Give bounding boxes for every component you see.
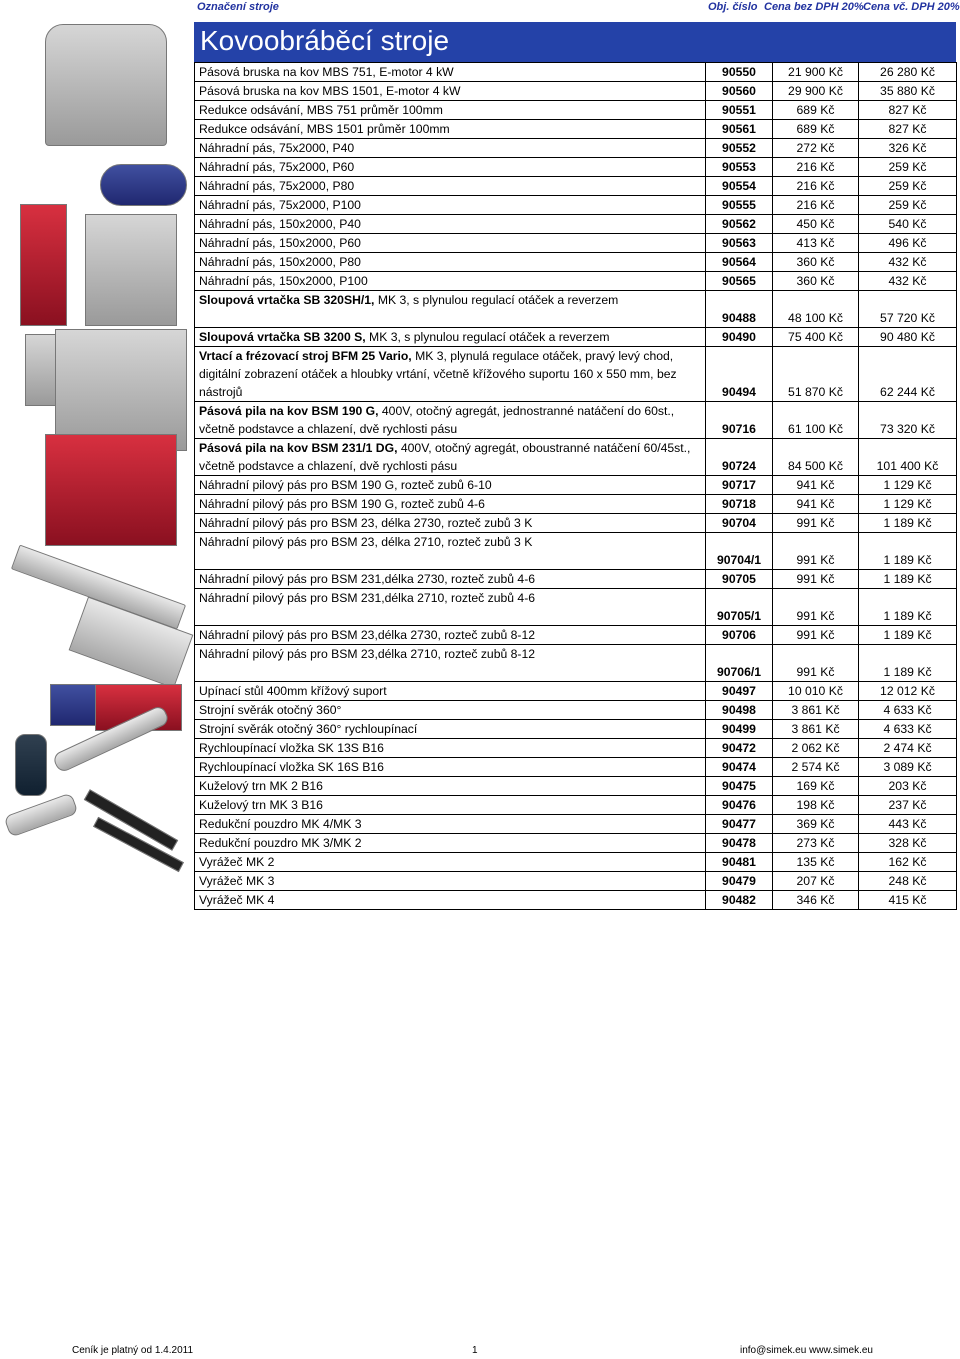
item-text: Rychloupínací vložka SK 13S B16 <box>199 741 384 755</box>
item-code: 90717 <box>706 476 773 495</box>
column-header-bar <box>0 0 960 14</box>
table-row <box>195 853 957 872</box>
item-text: Vyrážeč MK 3 <box>199 874 275 888</box>
item-text: 400V, otočný agregát, oboustranné natáčení 60/45st., včetně podstavce a chlazení, dvě rychlosti pásu <box>199 441 691 473</box>
table-row <box>195 215 957 234</box>
item-code: 90724 <box>706 439 773 476</box>
table-row <box>195 701 957 720</box>
item-description <box>195 589 706 626</box>
column-drill-2-image <box>85 214 177 326</box>
band-saw-image <box>55 329 187 451</box>
item-price-net: 61 100 Kč <box>773 402 859 439</box>
item-price-net: 272 Kč <box>773 139 859 158</box>
item-price-net: 991 Kč <box>773 533 859 570</box>
item-code: 90497 <box>706 682 773 701</box>
table-row <box>195 777 957 796</box>
item-code: 90551 <box>706 101 773 120</box>
item-description <box>195 215 706 234</box>
item-name: Sloupová vrtačka SB 3200 S, <box>199 330 366 344</box>
table-row <box>195 402 957 439</box>
item-price-gross: 432 Kč <box>859 272 957 291</box>
item-description <box>195 626 706 645</box>
item-description <box>195 101 706 120</box>
footer-page-number: 1 <box>472 1345 478 1356</box>
item-text: Náhradní pás, 75x2000, P40 <box>199 141 355 155</box>
item-price-net: 2 574 Kč <box>773 758 859 777</box>
table-row <box>195 476 957 495</box>
item-price-gross: 12 012 Kč <box>859 682 957 701</box>
item-description <box>195 853 706 872</box>
item-price-net: 413 Kč <box>773 234 859 253</box>
item-price-net: 3 861 Kč <box>773 701 859 720</box>
item-code: 90561 <box>706 120 773 139</box>
table-row <box>195 796 957 815</box>
item-text: Náhradní pás, 75x2000, P60 <box>199 160 355 174</box>
item-description <box>195 570 706 589</box>
item-price-gross: 62 244 Kč <box>859 347 957 402</box>
item-code: 90560 <box>706 82 773 101</box>
item-description <box>195 872 706 891</box>
item-description <box>195 402 706 439</box>
item-price-gross: 827 Kč <box>859 120 957 139</box>
item-description <box>195 177 706 196</box>
table-row <box>195 272 957 291</box>
item-description <box>195 777 706 796</box>
item-price-net: 689 Kč <box>773 101 859 120</box>
item-code: 90488 <box>706 291 773 328</box>
item-price-gross: 259 Kč <box>859 158 957 177</box>
item-price-gross: 90 480 Kč <box>859 328 957 347</box>
item-text: Náhradní pás, 150x2000, P80 <box>199 255 361 269</box>
item-price-net: 84 500 Kč <box>773 439 859 476</box>
item-price-gross: 1 189 Kč <box>859 626 957 645</box>
item-price-gross: 415 Kč <box>859 891 957 910</box>
header-label: Označení stroje <box>197 1 279 13</box>
item-price-gross: 1 189 Kč <box>859 514 957 533</box>
item-code: 90499 <box>706 720 773 739</box>
item-code: 90704/1 <box>706 533 773 570</box>
item-price-gross: 162 Kč <box>859 853 957 872</box>
item-text: Vyrážeč MK 4 <box>199 893 275 907</box>
item-description <box>195 891 706 910</box>
item-price-gross: 26 280 Kč <box>859 63 957 82</box>
band-saw-2-image <box>45 434 177 546</box>
table-row <box>195 439 957 476</box>
item-description <box>195 234 706 253</box>
item-price-net: 346 Kč <box>773 891 859 910</box>
item-price-net: 198 Kč <box>773 796 859 815</box>
table-row <box>195 645 957 682</box>
item-text: Náhradní pilový pás pro BSM 190 G, rozteč zubů 4-6 <box>199 497 485 511</box>
item-price-gross: 259 Kč <box>859 177 957 196</box>
item-description <box>195 720 706 739</box>
item-code: 90479 <box>706 872 773 891</box>
item-price-gross: 1 189 Kč <box>859 570 957 589</box>
item-price-gross: 248 Kč <box>859 872 957 891</box>
item-text: 400V, otočný agregát, jednostranné natáčení do 60st., včetně podstavce a chlazení, dvě rychlosti pásu <box>199 404 675 436</box>
item-name: Pásová pila na kov BSM 190 G, <box>199 404 379 418</box>
item-price-net: 169 Kč <box>773 777 859 796</box>
item-description <box>195 272 706 291</box>
item-price-gross: 101 400 Kč <box>859 439 957 476</box>
item-text: Náhradní pás, 75x2000, P80 <box>199 179 355 193</box>
item-price-gross: 1 129 Kč <box>859 476 957 495</box>
item-code: 90494 <box>706 347 773 402</box>
item-text: Náhradní pás, 150x2000, P100 <box>199 274 368 288</box>
item-price-net: 2 062 Kč <box>773 739 859 758</box>
table-row <box>195 834 957 853</box>
item-price-gross: 4 633 Kč <box>859 720 957 739</box>
item-description <box>195 533 706 570</box>
item-price-net: 273 Kč <box>773 834 859 853</box>
table-row <box>195 570 957 589</box>
table-row <box>195 533 957 570</box>
header-price-gross: Cena vč. DPH 20% <box>863 1 960 13</box>
item-price-gross: 443 Kč <box>859 815 957 834</box>
item-text: Strojní svěrák otočný 360° <box>199 703 342 717</box>
item-price-gross: 1 129 Kč <box>859 495 957 514</box>
item-text: Náhradní pás, 150x2000, P40 <box>199 217 361 231</box>
item-price-net: 51 870 Kč <box>773 347 859 402</box>
item-price-gross: 237 Kč <box>859 796 957 815</box>
item-code: 90490 <box>706 328 773 347</box>
item-price-net: 941 Kč <box>773 476 859 495</box>
product-images <box>0 14 192 894</box>
item-code: 90564 <box>706 253 773 272</box>
item-price-net: 3 861 Kč <box>773 720 859 739</box>
item-text: Náhradní pilový pás pro BSM 190 G, rozteč zubů 6-10 <box>199 478 492 492</box>
item-description <box>195 439 706 476</box>
item-code: 90563 <box>706 234 773 253</box>
item-text: MK 3, s plynulou regulací otáček a reverzem <box>374 293 619 307</box>
item-code: 90704 <box>706 514 773 533</box>
table-row <box>195 514 957 533</box>
item-price-net: 135 Kč <box>773 853 859 872</box>
item-description <box>195 495 706 514</box>
item-description <box>195 645 706 682</box>
item-code: 90706 <box>706 626 773 645</box>
item-price-gross: 540 Kč <box>859 215 957 234</box>
item-code: 90552 <box>706 139 773 158</box>
item-text: Pásová bruska na kov MBS 1501, E-motor 4 kW <box>199 84 461 98</box>
item-text: Náhradní pilový pás pro BSM 23,délka 2730, rozteč zubů 8-12 <box>199 628 536 642</box>
item-price-net: 991 Kč <box>773 570 859 589</box>
item-description <box>195 739 706 758</box>
item-description <box>195 347 706 402</box>
item-price-gross: 2 474 Kč <box>859 739 957 758</box>
item-price-net: 216 Kč <box>773 177 859 196</box>
item-name: Sloupová vrtačka SB 320SH/1, <box>199 293 375 307</box>
table-row <box>195 82 957 101</box>
item-code: 90554 <box>706 177 773 196</box>
page-title: Kovoobráběcí stroje <box>200 25 450 56</box>
grinding-belt-image <box>100 164 187 206</box>
item-description <box>195 120 706 139</box>
item-price-gross: 35 880 Kč <box>859 82 957 101</box>
item-price-net: 10 010 Kč <box>773 682 859 701</box>
item-text: Upínací stůl 400mm křížový suport <box>199 684 387 698</box>
footer-contact: info@simek.eu www.simek.eu <box>740 1345 873 1356</box>
item-text: Redukce odsávání, MBS 751 průměr 100mm <box>199 103 443 117</box>
item-text: Náhradní pás, 150x2000, P60 <box>199 236 361 250</box>
table-row <box>195 872 957 891</box>
item-price-gross: 3 089 Kč <box>859 758 957 777</box>
item-code: 90705/1 <box>706 589 773 626</box>
item-price-net: 991 Kč <box>773 514 859 533</box>
table-row <box>195 234 957 253</box>
item-text: Strojní svěrák otočný 360° rychloupínací <box>199 722 418 736</box>
item-code: 90477 <box>706 815 773 834</box>
item-price-net: 48 100 Kč <box>773 291 859 328</box>
item-price-gross: 326 Kč <box>859 139 957 158</box>
item-code: 90716 <box>706 402 773 439</box>
item-price-gross: 1 189 Kč <box>859 589 957 626</box>
table-row <box>195 626 957 645</box>
item-price-net: 369 Kč <box>773 815 859 834</box>
header-code: Obj. číslo <box>708 1 758 13</box>
item-code: 90476 <box>706 796 773 815</box>
table-row <box>195 495 957 514</box>
item-price-net: 991 Kč <box>773 626 859 645</box>
item-price-gross: 57 720 Kč <box>859 291 957 328</box>
column-drill-image <box>20 204 67 326</box>
item-description <box>195 253 706 272</box>
table-row <box>195 139 957 158</box>
footer-validity: Ceník je platný od 1.4.2011 <box>72 1345 194 1356</box>
item-price-gross: 1 189 Kč <box>859 645 957 682</box>
item-price-gross: 496 Kč <box>859 234 957 253</box>
item-code: 90478 <box>706 834 773 853</box>
belt-grinder-image <box>45 24 167 146</box>
item-price-net: 75 400 Kč <box>773 328 859 347</box>
item-description <box>195 514 706 533</box>
item-text: Náhradní pás, 75x2000, P100 <box>199 198 361 212</box>
item-code: 90474 <box>706 758 773 777</box>
table-row <box>195 720 957 739</box>
header-price-net: Cena bez DPH 20% <box>764 1 864 13</box>
item-text: Rychloupínací vložka SK 16S B16 <box>199 760 384 774</box>
item-name: Pásová pila na kov BSM 231/1 DG, <box>199 441 398 455</box>
item-price-net: 941 Kč <box>773 495 859 514</box>
item-text: Redukční pouzdro MK 4/MK 3 <box>199 817 362 831</box>
item-text: Redukce odsávání, MBS 1501 průměr 100mm <box>199 122 450 136</box>
item-code: 90481 <box>706 853 773 872</box>
item-price-gross: 4 633 Kč <box>859 701 957 720</box>
item-description <box>195 476 706 495</box>
item-code: 90553 <box>706 158 773 177</box>
item-price-net: 991 Kč <box>773 589 859 626</box>
item-text: Kuželový trn MK 3 B16 <box>199 798 323 812</box>
item-description <box>195 291 706 328</box>
table-row <box>195 101 957 120</box>
item-price-gross: 432 Kč <box>859 253 957 272</box>
item-code: 90555 <box>706 196 773 215</box>
item-description <box>195 63 706 82</box>
item-price-gross: 73 320 Kč <box>859 402 957 439</box>
item-code: 90472 <box>706 739 773 758</box>
table-row <box>195 815 957 834</box>
item-price-gross: 1 189 Kč <box>859 533 957 570</box>
item-text: Náhradní pilový pás pro BSM 231,délka 2710, rozteč zubů 4-6 <box>199 591 536 605</box>
table-row <box>195 196 957 215</box>
table-row <box>195 291 957 328</box>
item-price-net: 216 Kč <box>773 158 859 177</box>
item-text: Náhradní pilový pás pro BSM 23, délka 2730, rozteč zubů 3 K <box>199 516 533 530</box>
item-name: Vrtací a frézovací stroj BFM 25 Vario, <box>199 349 412 363</box>
table-row <box>195 682 957 701</box>
title-banner <box>194 22 956 62</box>
item-code: 90498 <box>706 701 773 720</box>
item-code: 90565 <box>706 272 773 291</box>
table-row <box>195 891 957 910</box>
item-text: Pásová bruska na kov MBS 751, E-motor 4 kW <box>199 65 454 79</box>
item-code: 90718 <box>706 495 773 514</box>
item-description <box>195 158 706 177</box>
item-code: 90706/1 <box>706 645 773 682</box>
table-row <box>195 739 957 758</box>
item-text: Náhradní pilový pás pro BSM 231,délka 2730, rozteč zubů 4-6 <box>199 572 536 586</box>
item-text: Vyrážeč MK 2 <box>199 855 275 869</box>
table-row <box>195 758 957 777</box>
price-table <box>194 62 957 910</box>
item-price-net: 207 Kč <box>773 872 859 891</box>
item-price-net: 991 Kč <box>773 645 859 682</box>
item-code: 90482 <box>706 891 773 910</box>
table-row <box>195 328 957 347</box>
item-code: 90475 <box>706 777 773 796</box>
table-row <box>195 120 957 139</box>
item-price-gross: 203 Kč <box>859 777 957 796</box>
item-description <box>195 834 706 853</box>
item-code: 90550 <box>706 63 773 82</box>
item-code: 90562 <box>706 215 773 234</box>
item-text: Náhradní pilový pás pro BSM 23, délka 2710, rozteč zubů 3 K <box>199 535 533 549</box>
item-price-gross: 259 Kč <box>859 196 957 215</box>
item-description <box>195 758 706 777</box>
item-text: Kuželový trn MK 2 B16 <box>199 779 323 793</box>
table-row <box>195 63 957 82</box>
item-text: MK 3, plynulá regulace otáček, pravý levý chod, digitální zobrazení otáček a hloubky vrtání, včetně křížového suportu 160 x 550 mm, bez nástrojů <box>199 349 677 399</box>
table-row <box>195 158 957 177</box>
item-description <box>195 815 706 834</box>
item-description <box>195 196 706 215</box>
item-code: 90705 <box>706 570 773 589</box>
item-description <box>195 328 706 347</box>
item-price-net: 689 Kč <box>773 120 859 139</box>
item-description <box>195 796 706 815</box>
item-price-net: 21 900 Kč <box>773 63 859 82</box>
table-row <box>195 589 957 626</box>
item-price-gross: 827 Kč <box>859 101 957 120</box>
item-description <box>195 82 706 101</box>
item-price-net: 29 900 Kč <box>773 82 859 101</box>
item-description <box>195 701 706 720</box>
drill-chuck-image <box>15 734 47 796</box>
table-row <box>195 177 957 196</box>
item-price-net: 216 Kč <box>773 196 859 215</box>
item-text: Redukční pouzdro MK 3/MK 2 <box>199 836 362 850</box>
item-text: MK 3, s plynulou regulací otáček a reverzem <box>365 330 610 344</box>
item-description <box>195 139 706 158</box>
table-row <box>195 253 957 272</box>
item-price-net: 360 Kč <box>773 272 859 291</box>
table-row <box>195 347 957 402</box>
item-price-net: 450 Kč <box>773 215 859 234</box>
item-text: Náhradní pilový pás pro BSM 23,délka 2710, rozteč zubů 8-12 <box>199 647 536 661</box>
item-price-gross: 328 Kč <box>859 834 957 853</box>
item-price-net: 360 Kč <box>773 253 859 272</box>
reducing-sleeve-image <box>3 792 78 837</box>
item-description <box>195 682 706 701</box>
